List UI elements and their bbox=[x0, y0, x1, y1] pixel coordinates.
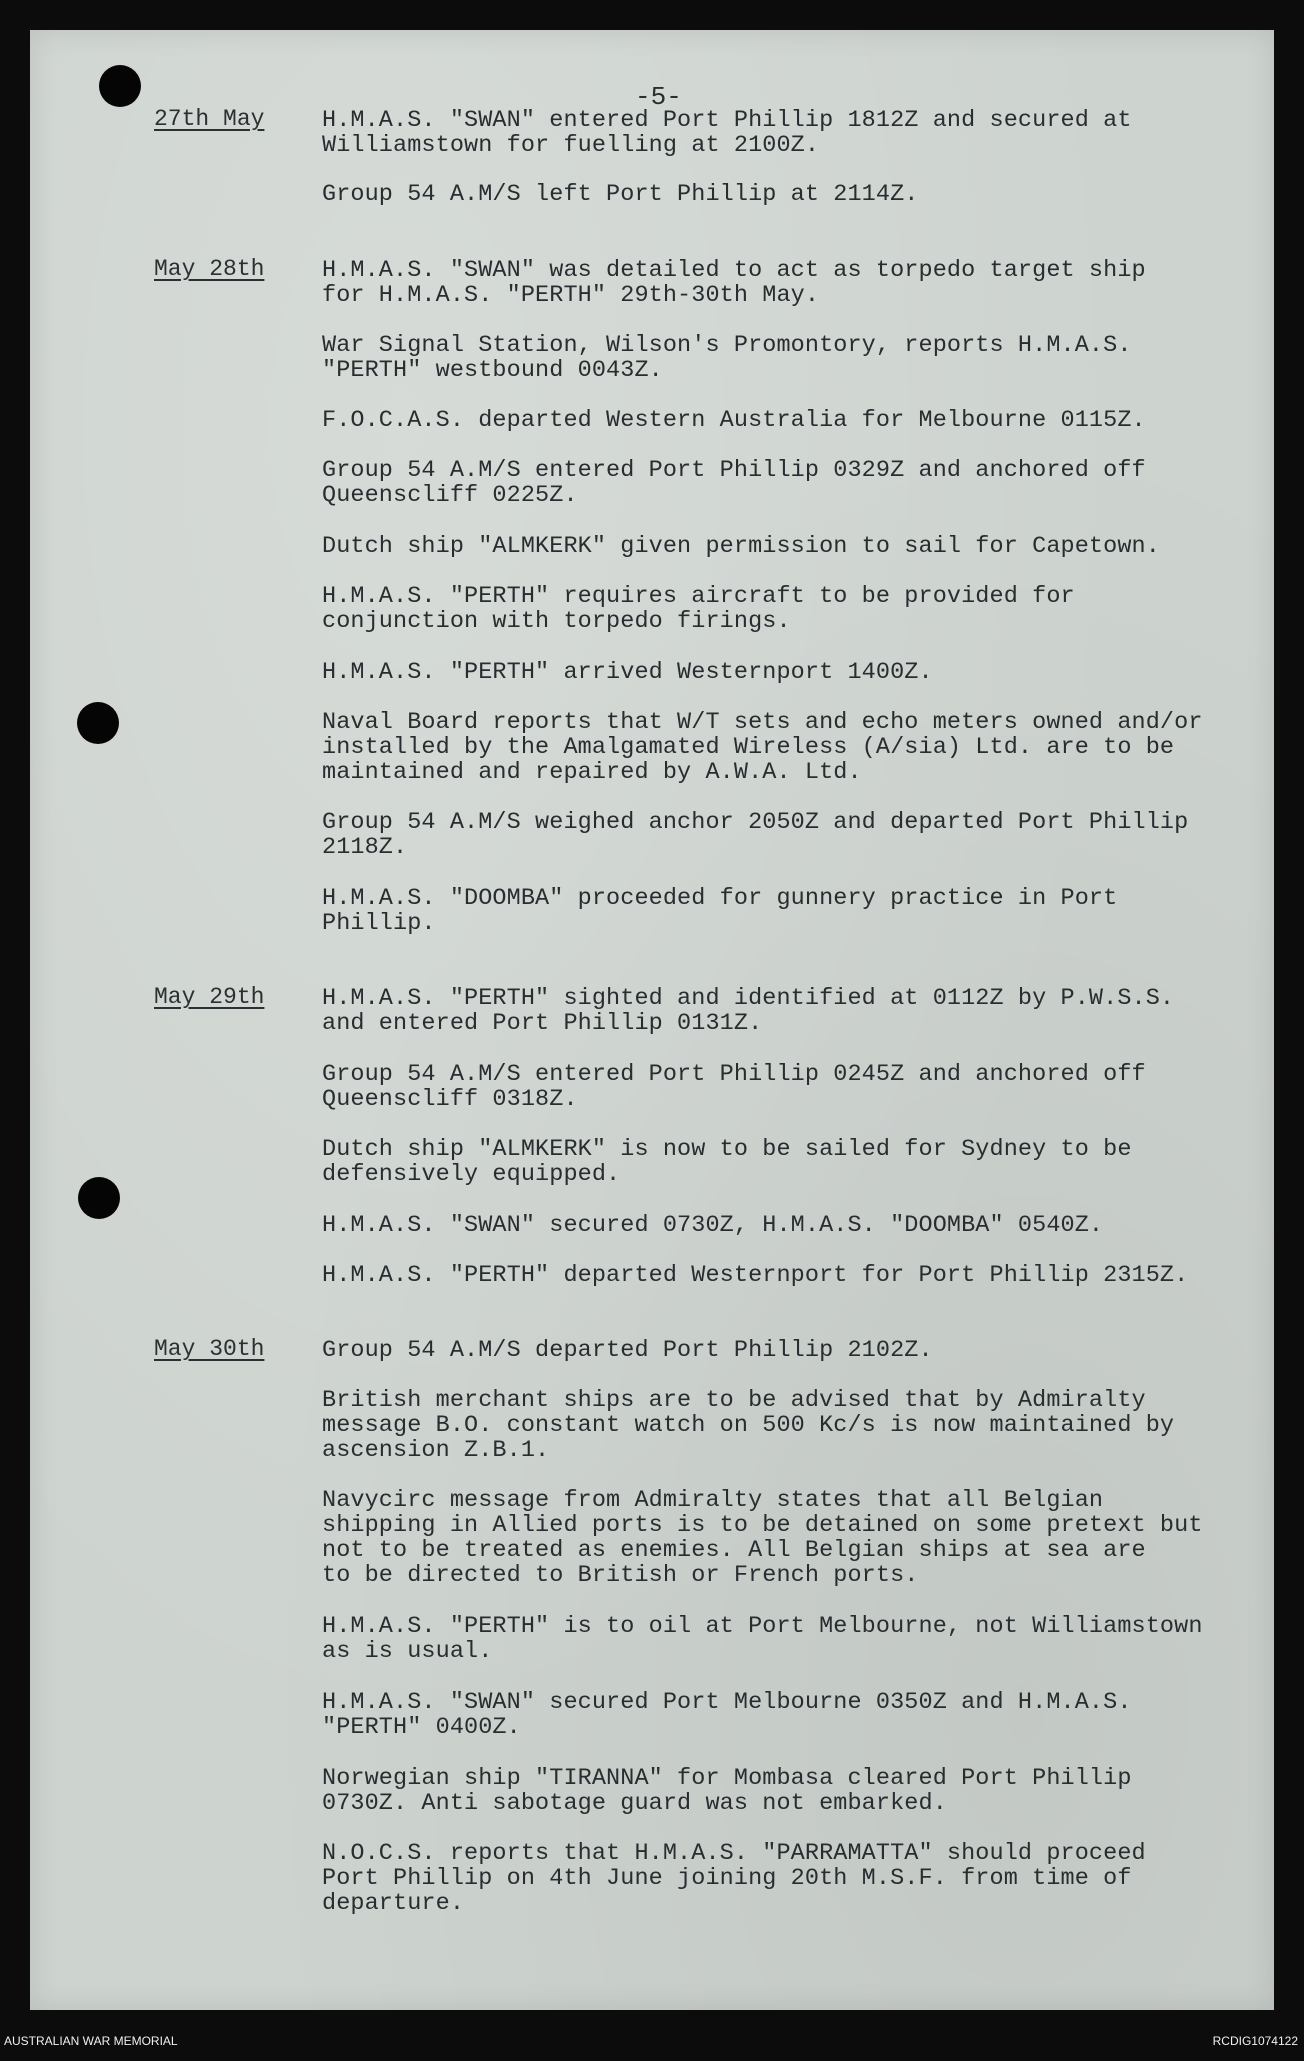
punch-hole-top bbox=[99, 65, 141, 107]
entry-paragraph: N.O.C.S. reports that H.M.A.S. "PARRAMATTA" should proceed Port Phillip on 4th June joining 20th M.S.F. from time of departure. bbox=[322, 1840, 1146, 1917]
entry-paragraph: F.O.C.A.S. departed Western Australia for Melbourne 0115Z. bbox=[322, 407, 1146, 434]
entry-paragraph: Group 54 A.M/S departed Port Phillip 2102Z. bbox=[322, 1337, 933, 1364]
entry-paragraph: Group 54 A.M/S entered Port Phillip 0329Z and anchored off Queenscliff 0225Z. bbox=[322, 457, 1146, 509]
entry-paragraph: H.M.A.S. "DOOMBA" proceeded for gunnery practice in Port Phillip. bbox=[322, 885, 1118, 937]
entry-paragraph: H.M.A.S. "PERTH" is to oil at Port Melbourne, not Williamstown as is usual. bbox=[322, 1613, 1203, 1665]
entry-date: May 28th bbox=[154, 256, 265, 282]
entry-paragraph: H.M.A.S. "PERTH" arrived Westernport 1400Z. bbox=[322, 659, 933, 686]
entry-paragraph: Group 54 A.M/S entered Port Phillip 0245Z and anchored off Queenscliff 0318Z. bbox=[322, 1061, 1146, 1113]
entry-paragraph: Navycirc message from Admiralty states that all Belgian shipping in Allied ports is to be detained on some pretext but not to be treated as enemies. All Belgian ships at sea are to be directed to British or French ports. bbox=[322, 1487, 1203, 1589]
entry-paragraph: British merchant ships are to be advised that by Admiralty message B.O. constant watch on 500 Kc/s is now maintained by ascension Z.B.1. bbox=[322, 1387, 1175, 1464]
entry-paragraph: Dutch ship "ALMKERK" given permission to sail for Capetown. bbox=[322, 533, 1160, 560]
page-number: -5- bbox=[635, 82, 682, 112]
entry-paragraph: H.M.A.S. "SWAN" entered Port Phillip 1812Z and secured at Williamstown for fuelling at 2100Z. bbox=[322, 107, 1132, 159]
entry-date: May 29th bbox=[154, 984, 265, 1010]
entry-paragraph: H.M.A.S. "PERTH" sighted and identified at 0112Z by P.W.S.S. and entered Port Phillip 0131Z. bbox=[322, 985, 1175, 1037]
entry-paragraph: Group 54 A.M/S left Port Phillip at 2114Z. bbox=[322, 181, 919, 208]
entry-paragraph: H.M.A.S. "SWAN" secured 0730Z, H.M.A.S. "DOOMBA" 0540Z. bbox=[322, 1212, 1104, 1239]
entry-paragraph: H.M.A.S. "PERTH" departed Westernport for Port Phillip 2315Z. bbox=[322, 1262, 1189, 1289]
entry-paragraph: Dutch ship "ALMKERK" is now to be sailed for Sydney to be defensively equipped. bbox=[322, 1136, 1132, 1188]
entry-paragraph: H.M.A.S. "SWAN" was detailed to act as torpedo target ship for H.M.A.S. "PERTH" 29th-30th May. bbox=[322, 257, 1146, 309]
document-page bbox=[30, 30, 1274, 2010]
entry-paragraph: Group 54 A.M/S weighed anchor 2050Z and departed Port Phillip 2118Z. bbox=[322, 809, 1189, 861]
entry-paragraph: Norwegian ship "TIRANNA" for Mombasa cleared Port Phillip 0730Z. Anti sabotage guard was not embarked. bbox=[322, 1765, 1132, 1817]
entry-date: 27th May bbox=[154, 106, 265, 132]
footer-record-id: RCDIG1074122 bbox=[1212, 2034, 1298, 2048]
entry-paragraph: H.M.A.S. "SWAN" secured Port Melbourne 0350Z and H.M.A.S. "PERTH" 0400Z. bbox=[322, 1689, 1132, 1741]
entry-paragraph: H.M.A.S. "PERTH" requires aircraft to be provided for conjunction with torpedo firings. bbox=[322, 583, 1075, 635]
entry-paragraph: Naval Board reports that W/T sets and echo meters owned and/or installed by the Amalgamated Wireless (A/sia) Ltd. are to be maintained and repaired by A.W.A. Ltd. bbox=[322, 709, 1203, 786]
entry-paragraph: War Signal Station, Wilson's Promontory, reports H.M.A.S. "PERTH" westbound 0043Z. bbox=[322, 332, 1132, 384]
punch-hole-middle bbox=[77, 702, 119, 744]
entry-date: May 30th bbox=[154, 1336, 265, 1362]
punch-hole-bottom bbox=[78, 1177, 120, 1219]
footer-archive-name: AUSTRALIAN WAR MEMORIAL bbox=[4, 2034, 178, 2048]
